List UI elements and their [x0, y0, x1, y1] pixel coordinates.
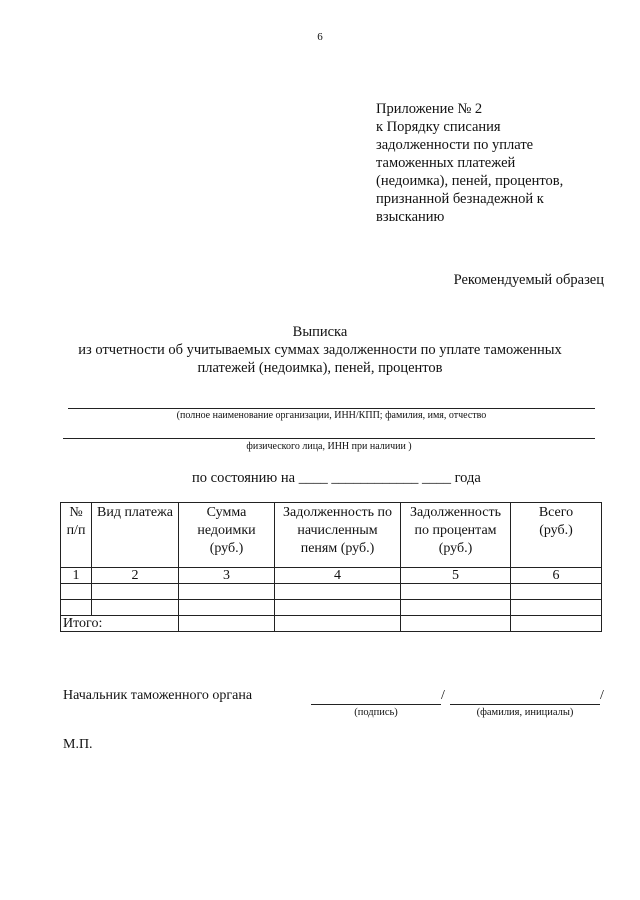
- chief-label: Начальник таможенного органа: [63, 688, 253, 703]
- total-label: Итого:: [61, 616, 179, 632]
- table-cell: [92, 600, 179, 616]
- appendix-line: таможенных платежей: [376, 155, 516, 171]
- signature-caption: (подпись): [354, 707, 398, 718]
- header-cell: Всего (руб.): [511, 503, 602, 568]
- appendix-line: взысканию: [376, 209, 445, 225]
- title-line: из отчетности об учитываемых суммах задолженности по уплате таможенных: [78, 342, 562, 358]
- table-cell: [511, 616, 602, 632]
- header-cell: Задолженность по процентам (руб.): [401, 503, 511, 568]
- header-cell: № п/п: [61, 503, 92, 568]
- org-name-line-2: [63, 438, 595, 439]
- table-cell: [401, 600, 511, 616]
- column-number: 5: [401, 568, 511, 584]
- stamp-place-label: М.П.: [63, 737, 93, 752]
- table-header-row: [61, 503, 602, 568]
- table-cell: [275, 616, 401, 632]
- page-number: 6: [317, 31, 323, 43]
- header-cell: Вид платежа: [92, 503, 179, 568]
- recommended-sample-label: Рекомендуемый образец: [453, 272, 604, 288]
- table-row: [61, 584, 602, 600]
- appendix-line: признанной безнадежной к: [376, 191, 544, 207]
- appendix-line: к Порядку списания: [376, 119, 501, 135]
- column-number: 6: [511, 568, 602, 584]
- column-number-row: [61, 568, 602, 584]
- signature-line: [311, 704, 441, 705]
- table-cell: [401, 584, 511, 600]
- slash-separator: /: [600, 688, 604, 703]
- table-cell: [179, 616, 275, 632]
- appendix-line: задолженности по уплате: [376, 137, 534, 153]
- header-cell: Сумма недоимки (руб.): [179, 503, 275, 568]
- as-of-date: по состоянию на ____ ____________ ____ года: [192, 470, 481, 486]
- table-cell: [179, 584, 275, 600]
- table-cell: [179, 600, 275, 616]
- table-cell: [61, 600, 92, 616]
- column-number: 2: [92, 568, 179, 584]
- total-row: [61, 616, 602, 632]
- name-line: [450, 704, 600, 705]
- report-table: [60, 502, 602, 632]
- header-cell: Задолженность по начисленным пеням (руб.): [275, 503, 401, 568]
- column-number: 4: [275, 568, 401, 584]
- document-title: [0, 323, 640, 377]
- table-cell: [511, 584, 602, 600]
- table-cell: [511, 600, 602, 616]
- table-cell: [275, 600, 401, 616]
- org-caption-2: физического лица, ИНН при наличии ): [246, 441, 412, 452]
- org-name-line: [68, 408, 595, 409]
- appendix-line: Приложение № 2: [376, 101, 483, 117]
- table-cell: [61, 584, 92, 600]
- org-caption-1: (полное наименование организации, ИНН/КПП; фамилия, имя, отчество: [176, 410, 487, 421]
- appendix-line: (недоимка), пеней, процентов,: [376, 173, 564, 189]
- name-caption: (фамилия, инициалы): [476, 707, 574, 718]
- column-number: 3: [179, 568, 275, 584]
- table-cell: [275, 584, 401, 600]
- title-main: Выписка: [292, 324, 348, 340]
- appendix-note: [376, 100, 616, 226]
- table-row: [61, 600, 602, 616]
- title-line: платежей (недоимка), пеней, процентов: [197, 360, 443, 376]
- table-cell: [401, 616, 511, 632]
- slash-separator: /: [441, 688, 445, 703]
- column-number: 1: [61, 568, 92, 584]
- table-cell: [92, 584, 179, 600]
